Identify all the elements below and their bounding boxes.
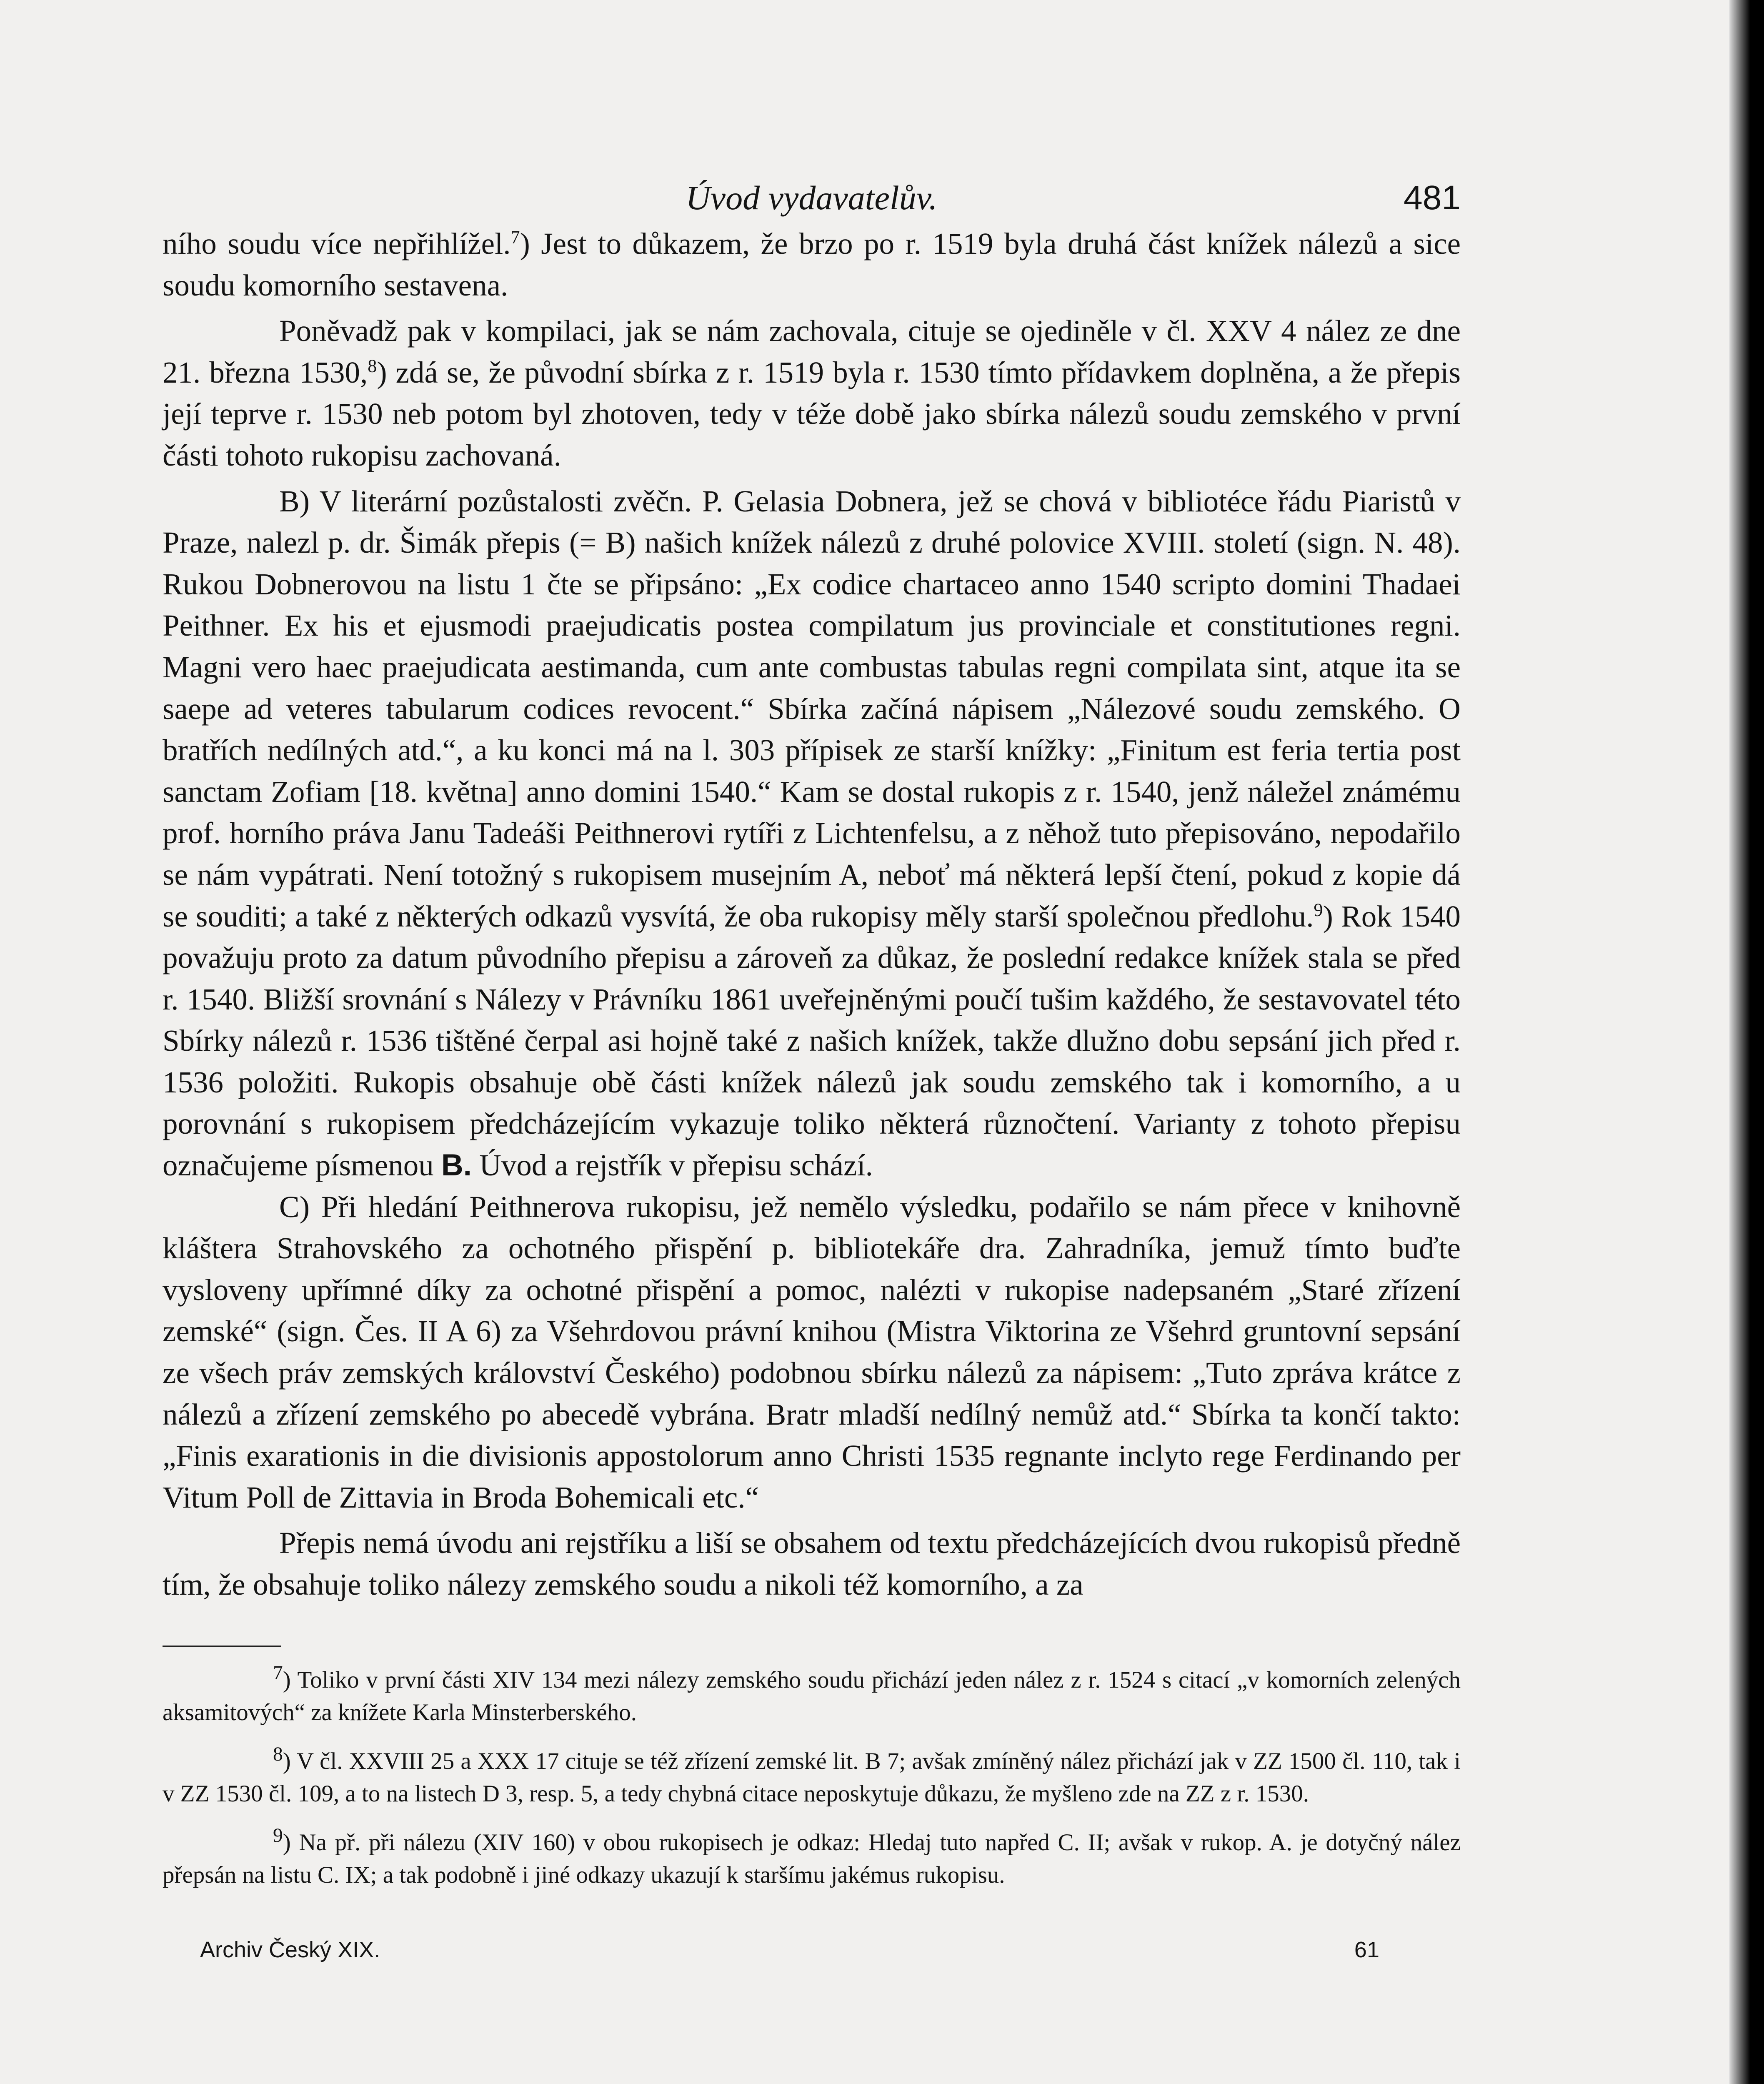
footnote-ref: 7 [510,227,520,248]
footnote-text: ) Na př. při nálezu (XIV 160) v obou rukopisech je odkaz: Hledaj tuto napřed C. II; avšak v rukop. A. je dotyčný nález přepsán na listu C. IX; a tak podobně i jiné odkazy ukazují k staršímu jakémus rukopisu. [163,1829,1461,1888]
footnote-ref: 9 [1314,899,1323,920]
signature-line: Archiv Český XIX. [200,1937,380,1962]
paragraph [163,223,1461,306]
scan-border [1729,0,1764,2084]
footnotes [163,1657,1461,1901]
footnote-text: ) V čl. XXVIII 25 a XXX 17 cituje se též zřízení zemské lit. B 7; avšak zmíněný nález přichází jak v ZZ 1500 čl. 110, tak i v ZZ 1530 čl. 109, a to na listech D 3, resp. 5, a tedy chybná citace neposkytuje důkazu, že myšleno zde na ZZ z r. 1530. [163,1748,1461,1807]
running-header [163,175,1461,221]
footnote [163,1819,1461,1891]
footnote-mark: 9 [273,1825,283,1846]
footnote-ref: 8 [368,356,377,376]
footnote-divider [163,1646,281,1647]
sheet-number: 61 [1354,1937,1379,1962]
bold-letter: B. [441,1148,472,1182]
running-title: Úvod vydavatelův. [686,179,938,217]
text-run: B) V literární pozůstalosti zvěčn. P. Gelasia Dobnera, jež se chová v bibliotéce řádu Piaristů v Praze, nalezl p. dr. Šimák přepis (= B) našich knížek nálezů z druhé polovice XVIII. století (sign. N. 48). Rukou Dobnerovou na listu 1 čte se připsáno: „Ex codice chartaceo anno 1540 scripto domini Thadaei Peithner. Ex his et ejusmodi praejudicatis postea compilatum jus provinciale et constitutiones regni. Magni vero haec praejudicata aestimanda, cum ante combustas tabulas regni compilata sint, atque ita se saepe ad veteres tabularum codices revocent.“ Sbírka začíná nápisem „Nálezové soudu zemského. O bratřích nedílných atd.“, a ku konci má na l. 303 přípisek ze starší knížky: „Finitum est feria tertia post sanctam Zofiam [18. května] anno domini 1540.“ Kam se dostal rukopis z r. 1540, jenž náležel známému prof. horního práva Janu Tadeáši Peithnerovi rytíři z Lichtenfelsu, a z něhož tuto přepisováno, nepodařilo se nám vypátrati. Není totožný s rukopisem musejním A, neboť má některá lepší čtení, pokud z kopie dá se souditi; a také z některých odkazů vysvítá, že oba rukopisy měly starší společnou předlohu. [163,484,1461,933]
main-text [163,223,1461,1606]
footnote [163,1738,1461,1810]
text-run: Úvod a rejstřík v přepisu schází. [471,1148,873,1182]
text-run: Poněvadž pak v kompilaci, jak se nám zachovala, cituje se ojediněle v čl. XXV 4 nález ze dne 21. března 1530, [163,314,1461,389]
page-footer [200,1933,1379,1966]
text-run: ) zdá se, že původní sbírka z r. 1519 byla r. 1530 tímto přídavkem doplněna, a že přepis její teprve r. 1530 neb potom byl zhotoven, tedy v téže době jako sbírka nálezů soudu zemského v první části tohoto rukopisu zachovaná. [163,355,1461,472]
text-run: ního soudu více nepřihlížel. [163,227,511,260]
paragraph: C) Při hledání Peithnerova rukopisu, jež nemělo výsledku, podařilo se nám přece v knihovně kláštera Strahovského za ochotného přispění p. bibliotekáře dra. Zahradníka, jemuž tímto buďte vysloveny upřímné díky za ochotné přispění a pomoc, nalézti v rukopise nadepsaném „Staré zřízení zemské“ (sign. Čes. II A 6) za Všehrdovou právní knihou (Mistra Viktorina ze Všehrd gruntovní sepsání ze všech práv zemských království Českého) podobnou sbírku nálezů za nápisem: „Tuto zpráva krátce z nálezů a zřízení zemského po abecedě vybrána. Bratr mladší nedílný nemůž atd.“ Sbírka ta končí takto: „Finis exarationis in die divisionis appostolorum anno Christi 1535 regnante inclyto rege Ferdinando per Vitum Poll de Zittavia in Broda Bohemicali etc.“ [163,1190,1461,1514]
page-number: 481 [1404,179,1461,217]
text-run: ) Jest to důkazem, že brzo po r. 1519 byla druhá část knížek nálezů a sice soudu komorního sestavena. [163,227,1461,302]
footnote-mark: 7 [273,1662,283,1684]
text-run: ) Rok 1540 považuju proto za datum původního přepisu a zároveň za důkaz, že poslední redakce knížek stala se před r. 1540. Bližší srovnání s Nálezy v Právníku 1861 uveřejněnými poučí tušim každého, že sestavovatel této Sbírky nálezů r. 1536 tištěné čerpal asi hojně také z našich knížek, takže dlužno dobu sepsání jich před r. 1536 položiti. Rukopis obsahuje obě části knížek nálezů jak soudu zemského tak i komorního, a u porovnání s rukopisem předcházejícím vykazuje toliko některá různočtení. Varianty z tohoto přepisu označujeme písmenou [163,899,1461,1182]
footnote-mark: 8 [273,1743,283,1765]
paragraph [163,310,1461,476]
paragraph: Přepis nemá úvodu ani rejstříku a liší se obsahem od textu předcházejících dvou rukopisů předně tím, že obsahuje toliko nálezy zemského soudu a nikoli též komorního, a za [163,1526,1461,1601]
paragraph [163,481,1461,1186]
footnote-text: ) Toliko v první části XIV 134 mezi nálezy zemského soudu přichází jeden nález z r. 1524 s citací „v komorních zelených aksamitových“ za knížete Karla Minsterberského. [163,1667,1461,1726]
footnote [163,1657,1461,1729]
